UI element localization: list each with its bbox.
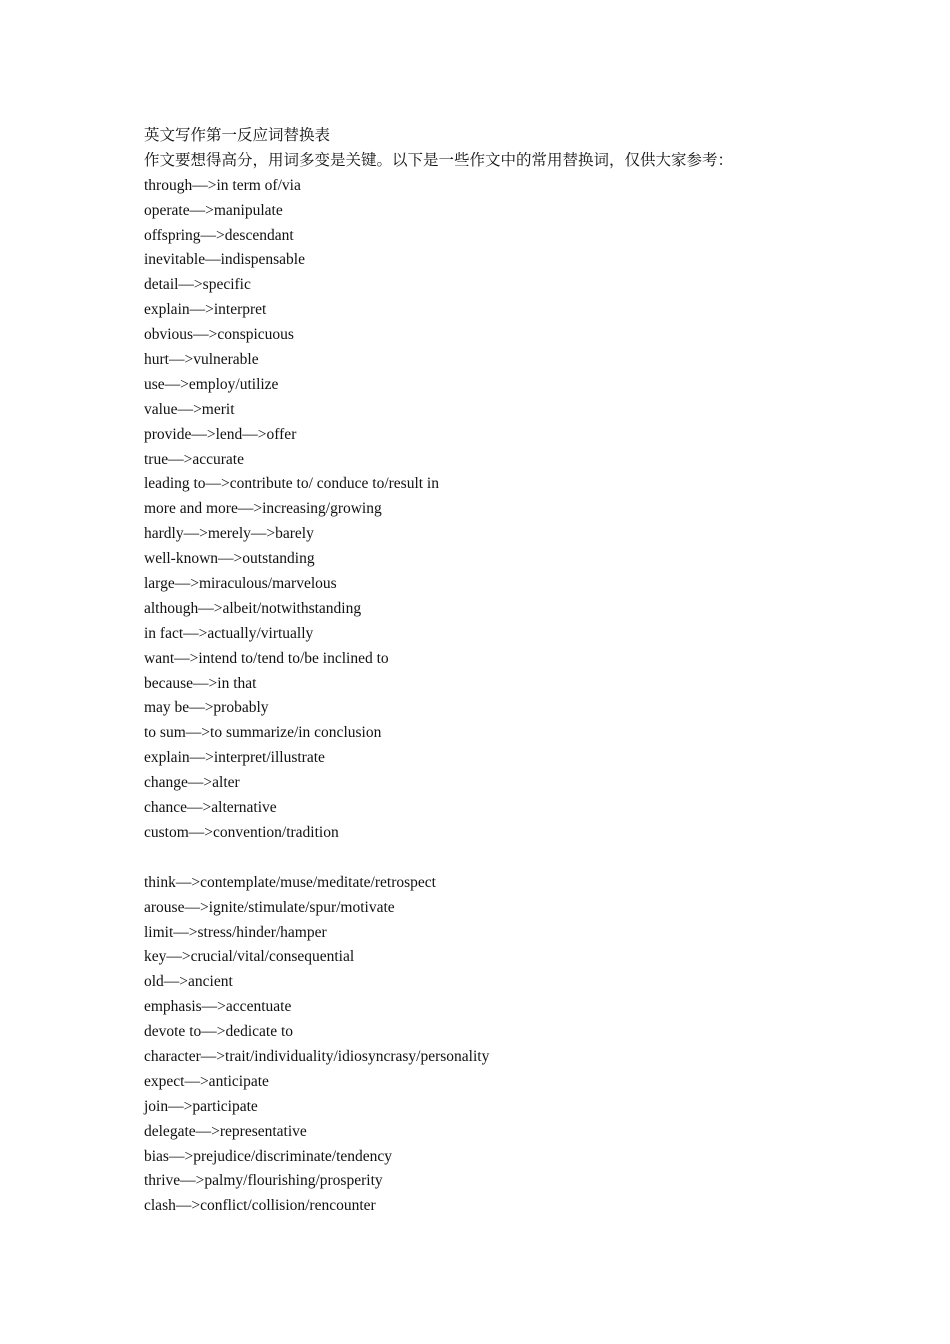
- word-pair-line: hardly—>merely—>barely: [144, 525, 314, 543]
- document-title: 英文写作第一反应词替换表: [144, 127, 331, 144]
- word-pair-line: explain—>interpret/illustrate: [144, 749, 325, 767]
- word-pair-line: obvious—>conspicuous: [144, 326, 294, 344]
- word-pair-line: inevitable—indispensable: [144, 251, 305, 269]
- word-pair-line: limit—>stress/hinder/hamper: [144, 923, 327, 941]
- word-pair-line: to sum—>to summarize/in conclusion: [144, 724, 382, 742]
- word-pair-line: think—>contemplate/muse/meditate/retrospect: [144, 873, 436, 891]
- word-pair-line: old—>ancient: [144, 973, 233, 991]
- word-pair-line: expect—>anticipate: [144, 1072, 269, 1090]
- word-pair-line: through—>in term of/via: [144, 176, 301, 194]
- word-pair-line: provide—>lend—>offer: [144, 425, 297, 443]
- word-pair-line: chance—>alternative: [144, 799, 277, 817]
- word-pair-line: in fact—>actually/virtually: [144, 624, 314, 642]
- word-pair-line: devote to—>dedicate to: [144, 1023, 294, 1041]
- word-pair-line: character—>trait/individuality/idiosyncrasy/personality: [144, 1047, 490, 1065]
- word-pair-line: want—>intend to/tend to/be inclined to: [144, 649, 389, 667]
- word-pair-line: explain—>interpret: [144, 301, 267, 319]
- word-pair-line: arouse—>ignite/stimulate/spur/motivate: [144, 898, 395, 916]
- word-pair-line: operate—>manipulate: [144, 201, 283, 219]
- word-pair-line: use—>employ/utilize: [144, 375, 279, 393]
- document-body: [144, 124, 844, 1219]
- word-pair-line: may be—>probably: [144, 699, 269, 717]
- word-pair-line: delegate—>representative: [144, 1122, 307, 1140]
- word-pair-line: well-known—>outstanding: [144, 550, 315, 568]
- word-pair-line: join—>participate: [144, 1097, 258, 1115]
- word-pair-line: thrive—>palmy/flourishing/prosperity: [144, 1172, 383, 1190]
- word-list-group-2: [144, 871, 844, 1219]
- word-pair-line: hurt—>vulnerable: [144, 351, 259, 369]
- word-list-group-1: [144, 174, 844, 846]
- word-pair-line: emphasis—>accentuate: [144, 998, 292, 1016]
- blank-line: [144, 846, 844, 871]
- word-pair-line: although—>albeit/notwithstanding: [144, 599, 362, 617]
- word-pair-line: detail—>specific: [144, 276, 251, 294]
- word-pair-line: clash—>conflict/collision/rencounter: [144, 1197, 376, 1215]
- word-pair-line: offspring—>descendant: [144, 226, 294, 244]
- word-pair-line: custom—>convention/tradition: [144, 823, 339, 841]
- word-pair-line: bias—>prejudice/discriminate/tendency: [144, 1147, 393, 1165]
- word-pair-line: large—>miraculous/marvelous: [144, 575, 337, 593]
- word-pair-line: leading to—>contribute to/ conduce to/result in: [144, 475, 439, 493]
- word-pair-line: value—>merit: [144, 400, 235, 418]
- document-intro: 作文要想得高分，用词多变是关键。以下是一些作文中的常用替换词，仅供大家参考：: [144, 151, 734, 169]
- word-pair-line: because—>in that: [144, 674, 257, 692]
- word-pair-line: true—>accurate: [144, 450, 244, 468]
- word-pair-line: change—>alter: [144, 774, 240, 792]
- word-pair-line: more and more—>increasing/growing: [144, 500, 382, 518]
- word-pair-line: key—>crucial/vital/consequential: [144, 948, 355, 966]
